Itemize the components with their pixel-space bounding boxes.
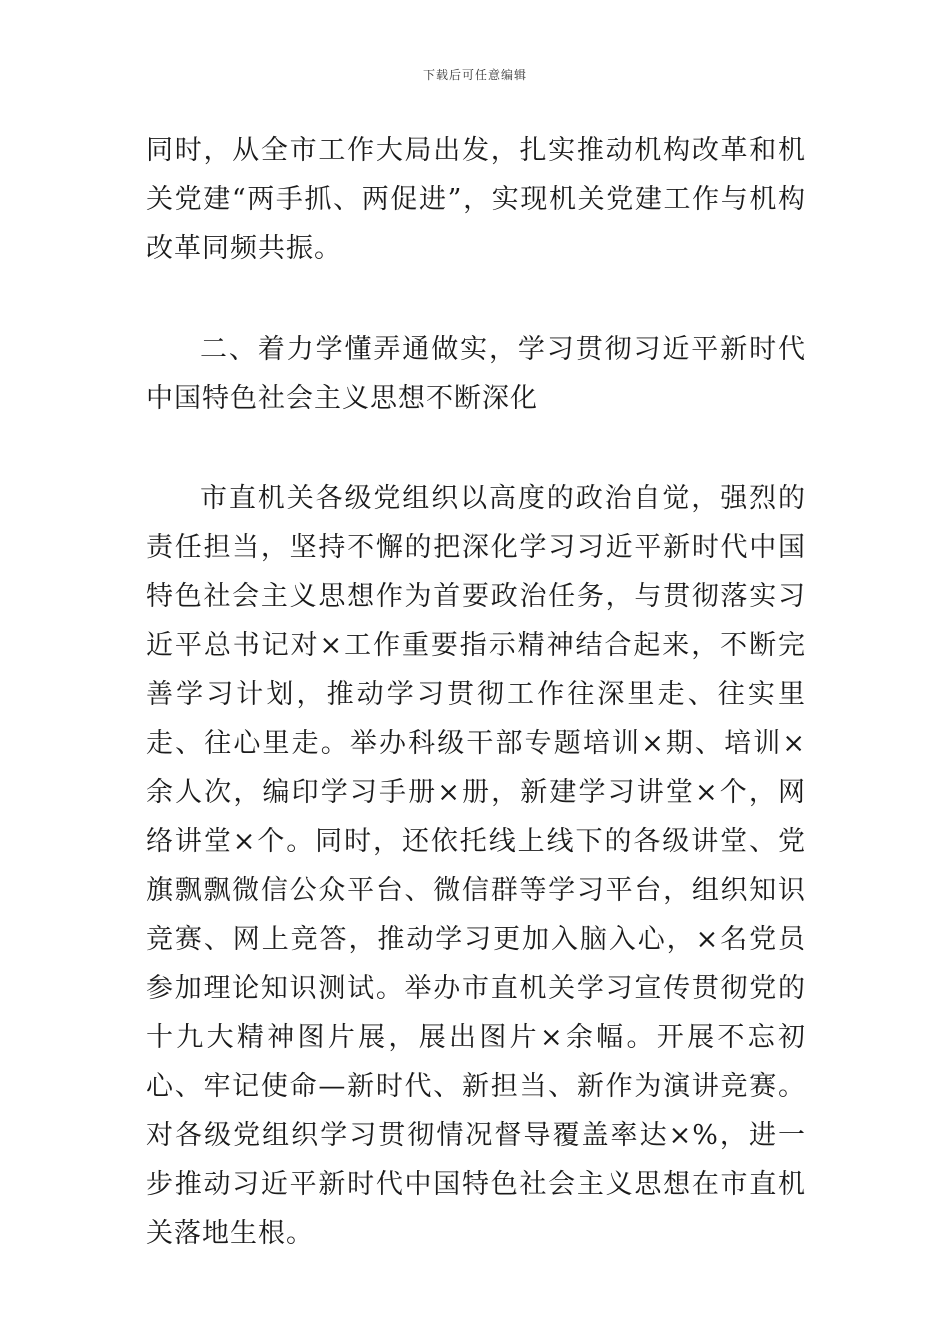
header-note: 下载后可任意编辑 bbox=[422, 68, 527, 82]
paragraph-continuation: 同时，从全市工作大局出发，扎实推动机构改革和机关党建“两手抓、两促进”，实现机关党建工作与机构改革同频共振。 bbox=[146, 135, 806, 264]
paragraph-body: 市直机关各级党组织以高度的政治自觉，强烈的责任担当，坚持不懈的把深化学习习近平新时代中国特色社会主义思想作为首要政治任务，与贯彻落实习近平总书记对×工作重要指示精神结合起来，不断完善学习计划，推动学习贯彻工作往深里走、往实里走、往心里走。举办科级干部专题培训×期、培训×余人次，编印学习手册×册，新建学习讲堂×个，网络讲堂×个。同时，还依托线上线下的各级讲堂、党旗飘飘微信公众平台、微信群等学习平台，组织知识竞赛、网上竞答，推动学习更加入脑入心，×名党员参加理论知识测试。举办市直机关学习宣传贯彻党的十九大精神图片展，展出图片×余幅。开展不忘初心、牢记使命—新时代、新担当、新作为演讲竞赛。对各级党组织学习贯彻情况督导覆盖率达×%，进一步推动习近平新时代中国特色社会主义思想在市直机关落地生根。 bbox=[146, 483, 806, 1249]
section-heading: 二、着力学懂弄通做实，学习贯彻习近平新时代中国特色社会主义思想不断深化 bbox=[146, 334, 806, 414]
